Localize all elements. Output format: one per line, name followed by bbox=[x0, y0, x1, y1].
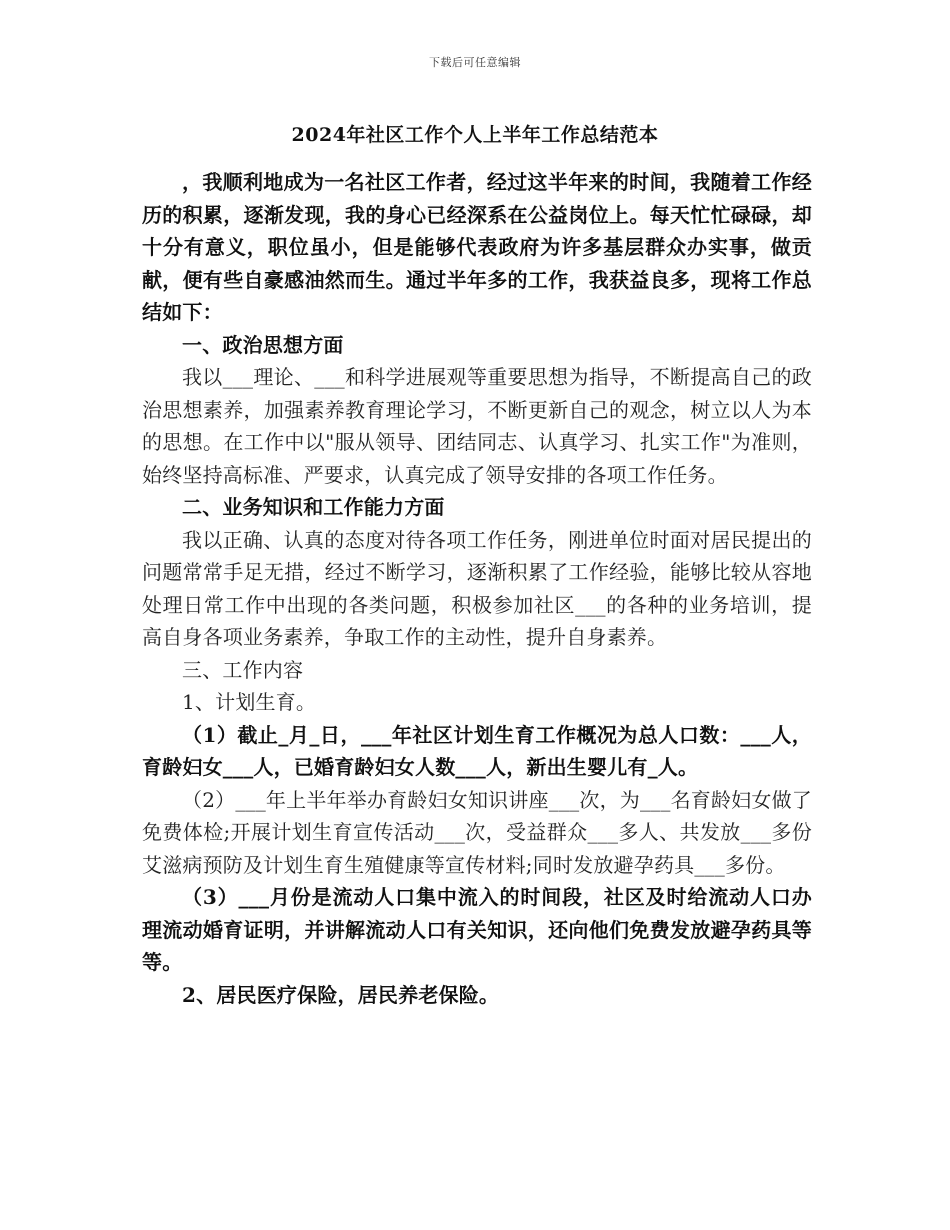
paragraph-business: 我以正确、认真的态度对待各项工作任务，刚进单位时面对居民提出的问题常常手足无措，经过不断学习，逐渐积累了工作经验，能够比较从容地处理日常工作中出现的各类问题，积极参加社区___的各种的业务培训，提高自身各项业务素养，争取工作的主动性，提升自身素养。 bbox=[142, 527, 812, 649]
section-heading-work-content: 三、工作内容 bbox=[182, 657, 304, 682]
document-body bbox=[142, 166, 812, 1011]
header-note: 下载后可任意编辑 bbox=[429, 56, 521, 69]
paragraph-political: 我以___理论、___和科学进展观等重要思想为指导，不断提高自己的政治思想素养，加强素养教育理论学习，不断更新自己的观念，树立以人为本的思想。在工作中以"服从领导、团结同志、认真学习、扎实工作"为准则，始终坚持高标准、严要求，认真完成了领导安排的各项工作任务。 bbox=[142, 365, 812, 487]
subheading-insurance: 2、居民医疗保险，居民养老保险。 bbox=[182, 982, 500, 1007]
section-heading-business: 二、业务知识和工作能力方面 bbox=[182, 495, 445, 519]
document-title: 2024年社区工作个人上半年工作总结范本 bbox=[291, 124, 659, 146]
intro-paragraph: ，我顺利地成为一名社区工作者，经过这半年来的时间，我随着工作经历的积累，逐渐发现，我的身心已经深系在公益岗位上。每天忙忙碌碌，却十分有意义，职位虽小，但是能够代表政府为许多基层群众办实事，做贡献，便有些自豪感油然而生。通过半年多的工作，我获益良多，现将工作总结如下： bbox=[142, 170, 812, 324]
paragraph-item-2: （2）___年上半年举办育龄妇女知识讲座___次，为___名育龄妇女做了免费体检;开展计划生育宣传活动___次，受益群众___多人、共发放___多份艾滋病预防及计划生育生殖健康等宣传材料;同时发放避孕药具___多份。 bbox=[142, 787, 812, 877]
paragraph-item-1: （1）截止_月_日，___年社区计划生育工作概况为总人口数：___人，育龄妇女___人，已婚育龄妇女人数___人，新出生婴儿有_人。 bbox=[142, 722, 812, 779]
paragraph-item-3: （3）___月份是流动人口集中流入的时间段，社区及时给流动人口办理流动婚育证明，并讲解流动人口有关知识，还向他们免费发放避孕药具等等。 bbox=[142, 885, 812, 974]
subheading-family-planning: 1、计划生育。 bbox=[182, 690, 317, 714]
section-heading-political: 一、政治思想方面 bbox=[182, 332, 344, 357]
